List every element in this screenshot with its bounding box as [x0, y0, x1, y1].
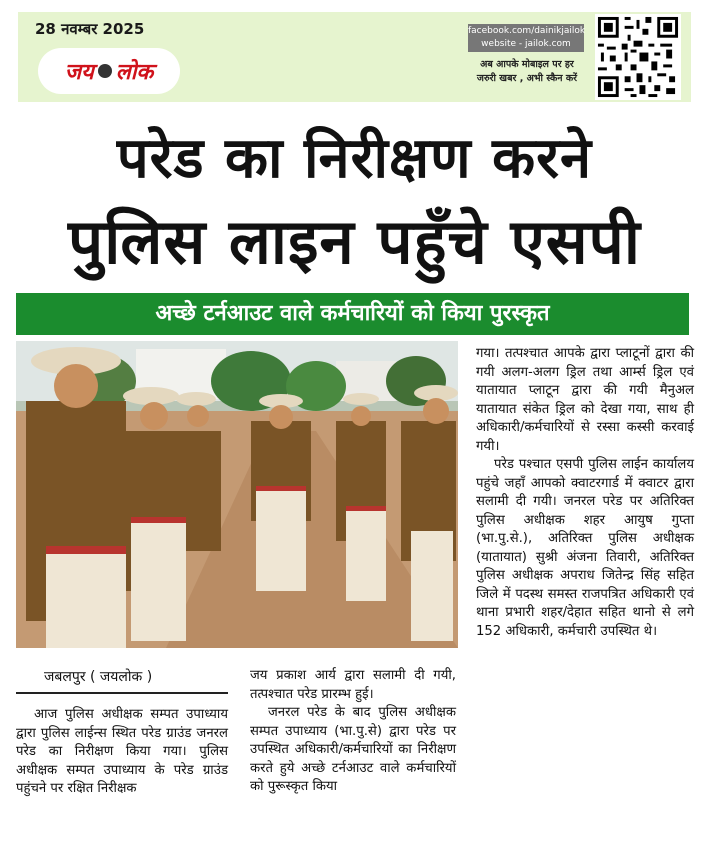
masthead	[18, 12, 691, 102]
logo-text-right: लोक	[115, 60, 154, 85]
article-paragraph: आज पुलिस अधीक्षक सम्पत उपाध्याय द्वारा पुलिस लाईन्स स्थित परेड ग्राउंड जनरल परेड का निरीक्षण किया गया। पुलिस अधीक्षक सम्पत उपाध्याय के परेड ग्राउंड पहुंचने पर रक्षित निरीक्षक	[16, 707, 228, 796]
article-column-middle	[250, 667, 456, 797]
headline-line-2: पुलिस लाइन पहुँचे एसपी	[68, 205, 641, 278]
qr-code-icon[interactable]	[595, 14, 681, 100]
website-link[interactable]: website - jailok.com	[481, 39, 571, 49]
scan-line-2: जरुरी खबर , अभी स्कैन करें	[476, 73, 578, 84]
article-paragraph: जनरल परेड के बाद पुलिस अधीक्षक सम्पत उपाध्याय (भा.पु.से) द्वारा परेड पर उपस्थित अधिकारी/कर्मचारियों का निरीक्षण करते हुये अच्छे टर्नआउट वाले कर्मचारियों को पुरूस्कृत किया	[250, 705, 456, 794]
facebook-link[interactable]: facebook.com/dainikjailok	[468, 26, 586, 36]
logo-text-left: जय	[64, 60, 94, 85]
parade-photo	[16, 341, 458, 648]
article-column-left	[16, 706, 228, 799]
jaylok-logo	[38, 48, 180, 94]
headline-line-1: परेड का निरीक्षण करने	[116, 126, 593, 191]
article-paragraph: जय प्रकाश आर्य द्वारा सलामी दी गयी, तत्पश्चात परेड प्रारम्भ हुई।	[250, 668, 456, 702]
dateline: जबलपुर ( जयलोक )	[16, 667, 228, 694]
logo-ball-icon	[98, 64, 112, 78]
article-paragraph: गया। तत्पश्चात आपके द्वारा प्लाटूनों द्वारा की गयी अलग-अलग ड्रिल तथा आर्म्स ड्रिल एवं यातायात प्लाटून द्वारा की गयी मैनुअल यातायात संकेत ड्रिल को देखा गया, साथ ही अधिकारी/कर्मचारियों से रस्सा कस्सी करवाई गयी।	[476, 346, 694, 454]
scan-prompt	[468, 58, 586, 86]
subheadline-banner: अच्छे टर्नआउट वाले कर्मचारियों को किया पुरस्कृत	[16, 293, 689, 335]
social-links	[468, 24, 584, 52]
article-paragraph: परेड पश्चात एसपी पुलिस लाईन कार्यालय पहुंचे जहाँ आपको क्वाटरगार्ड में क्वाटर द्वारा सलामी दी गयी। जनरल परेड पर अतिरिक्त पुलिस अधीक्षक शहर आयुष गुप्ता (भा.पु.से.), अतिरिक्त पुलिस अधीक्षक (यातायात) सुश्री अंजना तिवारी, अतिरिक्त पुलिस अधीक्षक अपराध जितेन्द्र सिंह सहित जिले में पदस्थ समस्त राजपत्रित अधिकारी एवं थाना प्रभारी शहर/देहात सहित थानो से लगे 152 अधिकारी, कर्मचारी उपस्थित थे।	[476, 457, 694, 639]
scan-line-1: अब आपके मोबाइल पर हर	[480, 59, 574, 70]
article-column-right	[476, 345, 694, 641]
issue-date: 28 नवम्बर 2025	[35, 20, 145, 38]
